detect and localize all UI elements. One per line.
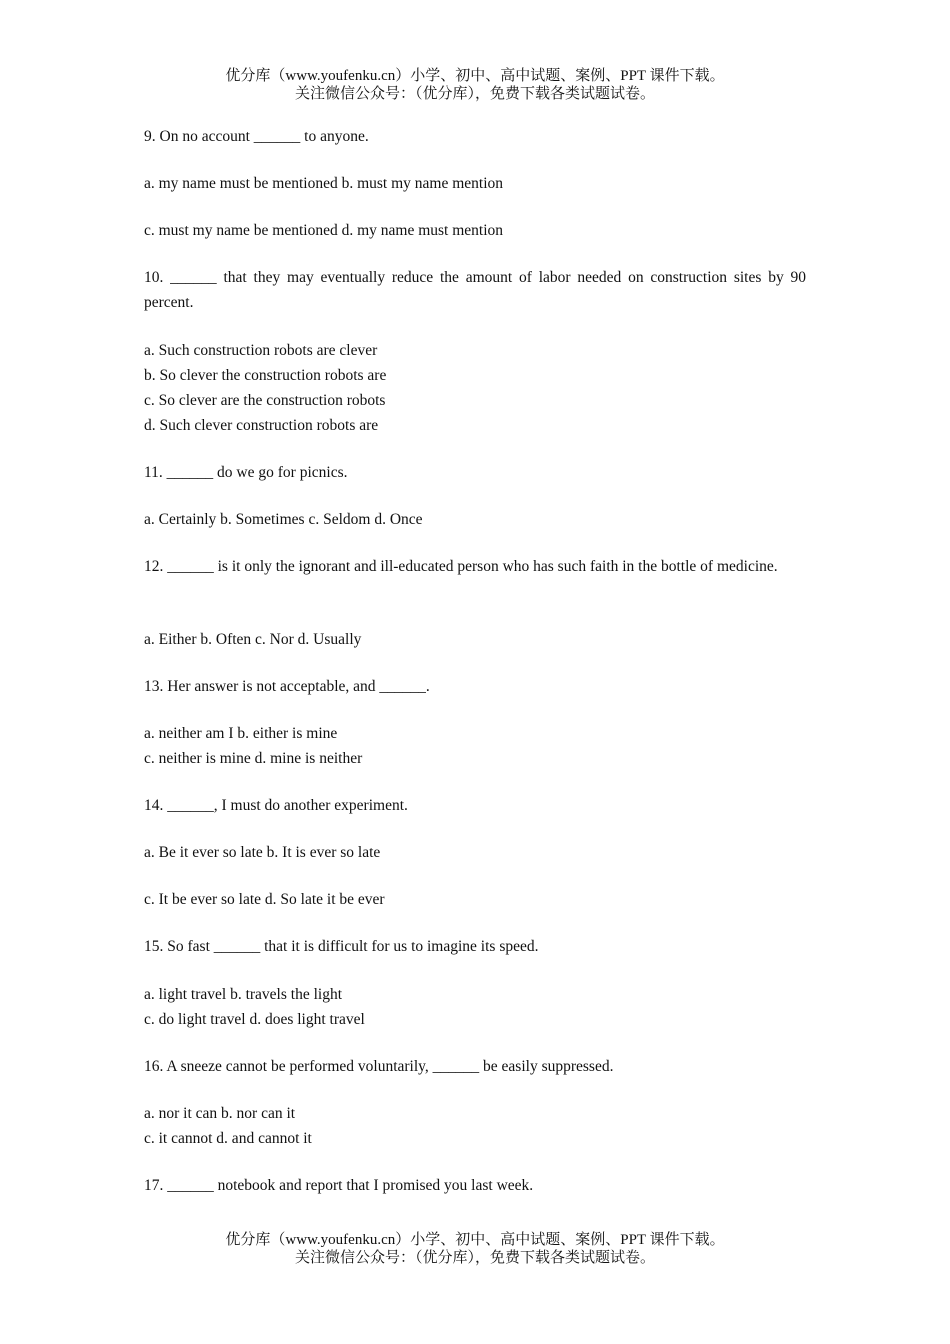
question-17-stem: 17. ______ notebook and report that I promised you last week. — [144, 1177, 534, 1194]
header-line-2: 关注微信公众号：（优分库），免费下载各类试题试卷。 — [294, 86, 655, 102]
footer-line-2: 关注微信公众号：（优分库），免费下载各类试题试卷。 — [294, 1250, 655, 1266]
question-16-options-ab: a. nor it can b. nor can it — [144, 1105, 296, 1122]
question-13-stem: 13. Her answer is not acceptable, and ______. — [144, 678, 430, 695]
question-10-option-d: d. Such clever construction robots are — [144, 417, 379, 434]
header-line-1: 优分库（www.youfenku.cn）小学、初中、高中试题、案例、PPT 课件下载。 — [225, 68, 725, 84]
question-14-stem: 14. ______, I must do another experiment. — [144, 797, 408, 814]
footer-banner — [0, 1231, 950, 1267]
question-15-options-cd: c. do light travel d. does light travel — [144, 1011, 365, 1028]
question-13-options-ab: a. neither am I b. either is mine — [144, 725, 338, 742]
question-9-stem: 9. On no account ______ to anyone. — [144, 128, 369, 145]
question-15-options-ab: a. light travel b. travels the light — [144, 986, 343, 1003]
question-16-stem: 16. A sneeze cannot be performed voluntarily, ______ be easily suppressed. — [144, 1058, 614, 1075]
question-10-option-a: a. Such construction robots are clever — [144, 342, 378, 359]
question-10-stem: 10. ______ that they may eventually reduce the amount of labor needed on construction sites by 90 percent. — [144, 269, 806, 311]
question-14-options-cd: c. It be ever so late d. So late it be ever — [144, 891, 385, 908]
question-13-options-cd: c. neither is mine d. mine is neither — [144, 750, 363, 767]
question-9-options-ab: a. my name must be mentioned b. must my name mention — [144, 175, 504, 192]
question-9-options-cd: c. must my name be mentioned d. my name must mention — [144, 222, 504, 239]
question-11-options: a. Certainly b. Sometimes c. Seldom d. Once — [144, 511, 423, 528]
footer-line-1: 优分库（www.youfenku.cn）小学、初中、高中试题、案例、PPT 课件下载。 — [225, 1232, 725, 1248]
question-10-option-b: b. So clever the construction robots are — [144, 367, 387, 384]
question-14-options-ab: a. Be it ever so late b. It is ever so late — [144, 844, 381, 861]
question-16-options-cd: c. it cannot d. and cannot it — [144, 1130, 312, 1147]
question-11-stem: 11. ______ do we go for picnics. — [144, 464, 348, 481]
question-10-option-c: c. So clever are the construction robots — [144, 392, 386, 409]
question-12-stem: 12. ______ is it only the ignorant and ill-educated person who has such faith in the bottle of medicine. — [144, 558, 778, 575]
question-15-stem: 15. So fast ______ that it is difficult for us to imagine its speed. — [144, 938, 539, 955]
question-12-options: a. Either b. Often c. Nor d. Usually — [144, 631, 362, 648]
